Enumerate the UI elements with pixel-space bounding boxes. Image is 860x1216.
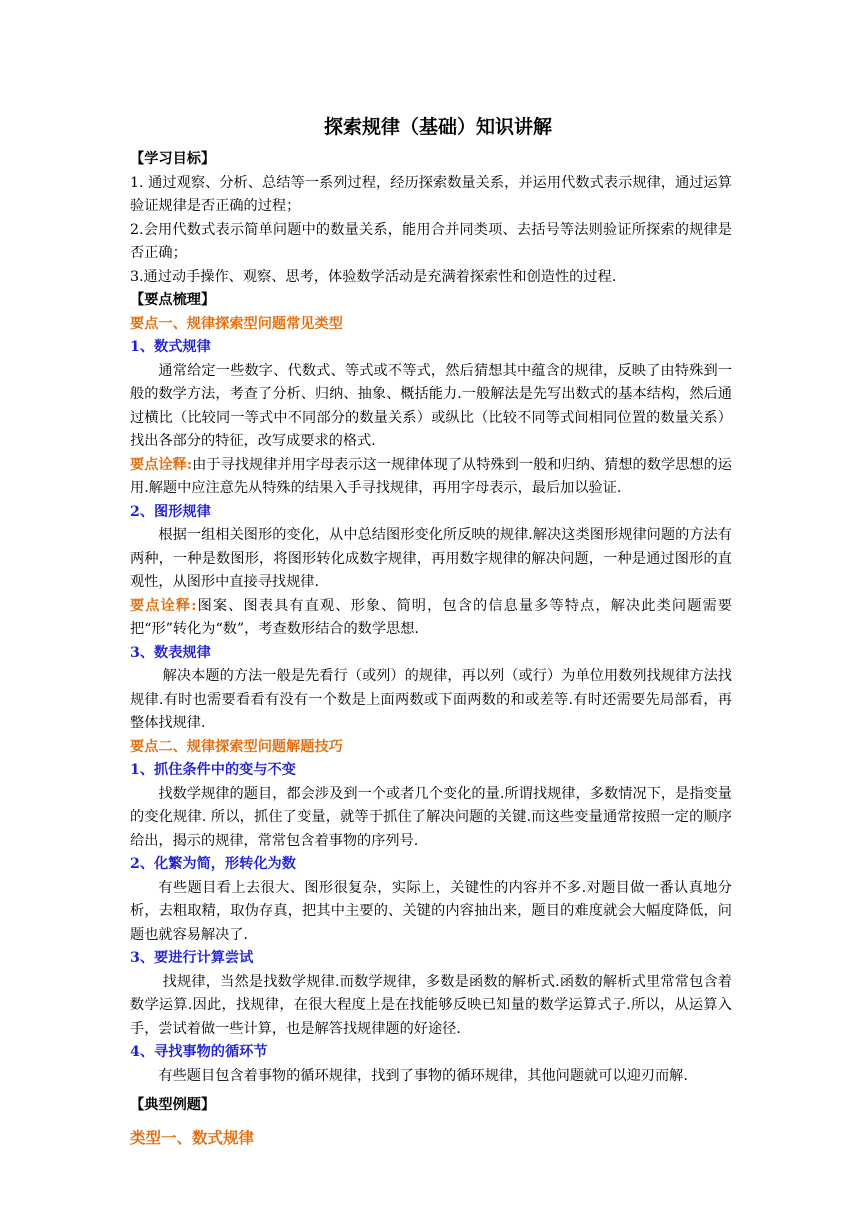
point2-sub3-title: 3、要进行计算尝试 [130, 950, 254, 966]
note-label: 要点诠释: [130, 456, 193, 473]
learning-goals-heading: 【学习目标】 [130, 151, 216, 167]
key-points-heading: 【要点梳理】 [130, 292, 216, 308]
point1-sub2-body: 根据一组相关图形的变化，从中总结图形变化所反映的规律.解决这类图形规律问题的方法有两种，一种是数图形，将图形转化成数字规律，再用数字规律的解决问题，一种是通过图形的直观性，从图形中直接寻找规律. [130, 527, 732, 590]
point1-sub1-note [130, 454, 732, 501]
goal-item-2: 2.会用代数式表示简单问题中的数量关系，能用合并同类项、去括号等法则验证所探索的规律是否正确； [130, 221, 732, 261]
point2-sub3-body: 找规律，当然是找数学规律.而数学规律，多数是函数的解析式.函数的解析式里常常包含着数学运算.因此，找规律，在很大程度上是在找能够反映已知量的数学运算式子.所以，从运算入手，尝试着做一些计算，也是解答找规律题的好途径. [130, 973, 732, 1037]
page-title: 探索规律（基础）知识讲解 [323, 116, 552, 138]
note-label: 要点诠释: [130, 597, 197, 614]
example-type1-title: 类型一、数式规律 [130, 1127, 255, 1147]
point1-sub2-note [130, 595, 732, 642]
point1-sub2-title: 2、图形规律 [130, 503, 211, 520]
examples-heading: 【典型例题】 [130, 1097, 216, 1113]
note-text: 图案、图表具有直观、形象、简明，包含的信息量多等特点，解决此类问题需要把“形”转化为“数”，考查数形结合的数学思想. [130, 597, 732, 637]
goal-item-1: 1. 通过观察、分析、总结等一系列过程，经历探索数量关系，并运用代数式表示规律，通过运算验证规律是否正确的过程； [130, 174, 732, 214]
point2-sub2-body: 有些题目看上去很大、图形很复杂，实际上，关键性的内容并不多.对题目做一番认真地分析，去粗取精，取伪存真，把其中主要的、关键的内容抽出来，题目的难度就会大幅度降低，问题也就容易解决了. [130, 879, 732, 943]
point1-sub3-title: 3、数表规律 [130, 644, 211, 661]
point2-sub4-title: 4、寻找事物的循环节 [130, 1044, 268, 1060]
point1-sub1-body: 通常给定一些数字、代数式、等式或不等式，然后猜想其中蕴含的规律，反映了由特殊到一般的数学方法，考查了分析、归纳、抽象、概括能力.一般解法是先写出数式的基本结构，然后通过横比（比较同一等式中不同部分的数量关系）或纵比（比较不同等式间相同位置的数量关系）找出各部分的特征，改写成要求的格式. [130, 362, 732, 449]
point1-title: 要点一、规律探索型问题常见类型 [130, 315, 343, 332]
point2-sub1-body: 找数学规律的题目，都会涉及到一个或者几个变化的量.所谓找规律，多数情况下，是指变量的变化规律. 所以，抓住了变量，就等于抓住了解决问题的关键.而这些变量通常按照一定的顺序给出，揭示的规律，常常包含着事物的序列号. [130, 785, 732, 849]
goal-item-3: 3.通过动手操作、观察、思考，体验数学活动是充满着探索性和创造性的过程. [130, 268, 617, 285]
point1-sub1-title: 1、数式规律 [130, 339, 211, 355]
point2-sub1-title: 1、抓住条件中的变与不变 [130, 762, 296, 778]
point2-sub4-body: 有些题目包含着事物的循环规律，找到了事物的循环规律，其他问题就可以迎刃而解. [158, 1067, 688, 1084]
note-text: 由于寻找规律并用字母表示这一规律体现了从特殊到一般和归纳、猜想的数学思想的运用.解题中应注意先从特殊的结果入手寻找规律，再用字母表示，最后加以验证. [130, 456, 732, 496]
point2-title: 要点二、规律探索型问题解题技巧 [130, 738, 343, 755]
point2-sub2-title: 2、化繁为简，形转化为数 [130, 856, 296, 872]
point1-sub3-body: 解决本题的方法一般是先看行（或列）的规律，再以列（或行）为单位用数列找规律方法找规律.有时也需要看看有没有一个数是上面两数或下面两数的和或差等.有时还需要先局部看，再整体找规律. [130, 668, 732, 731]
